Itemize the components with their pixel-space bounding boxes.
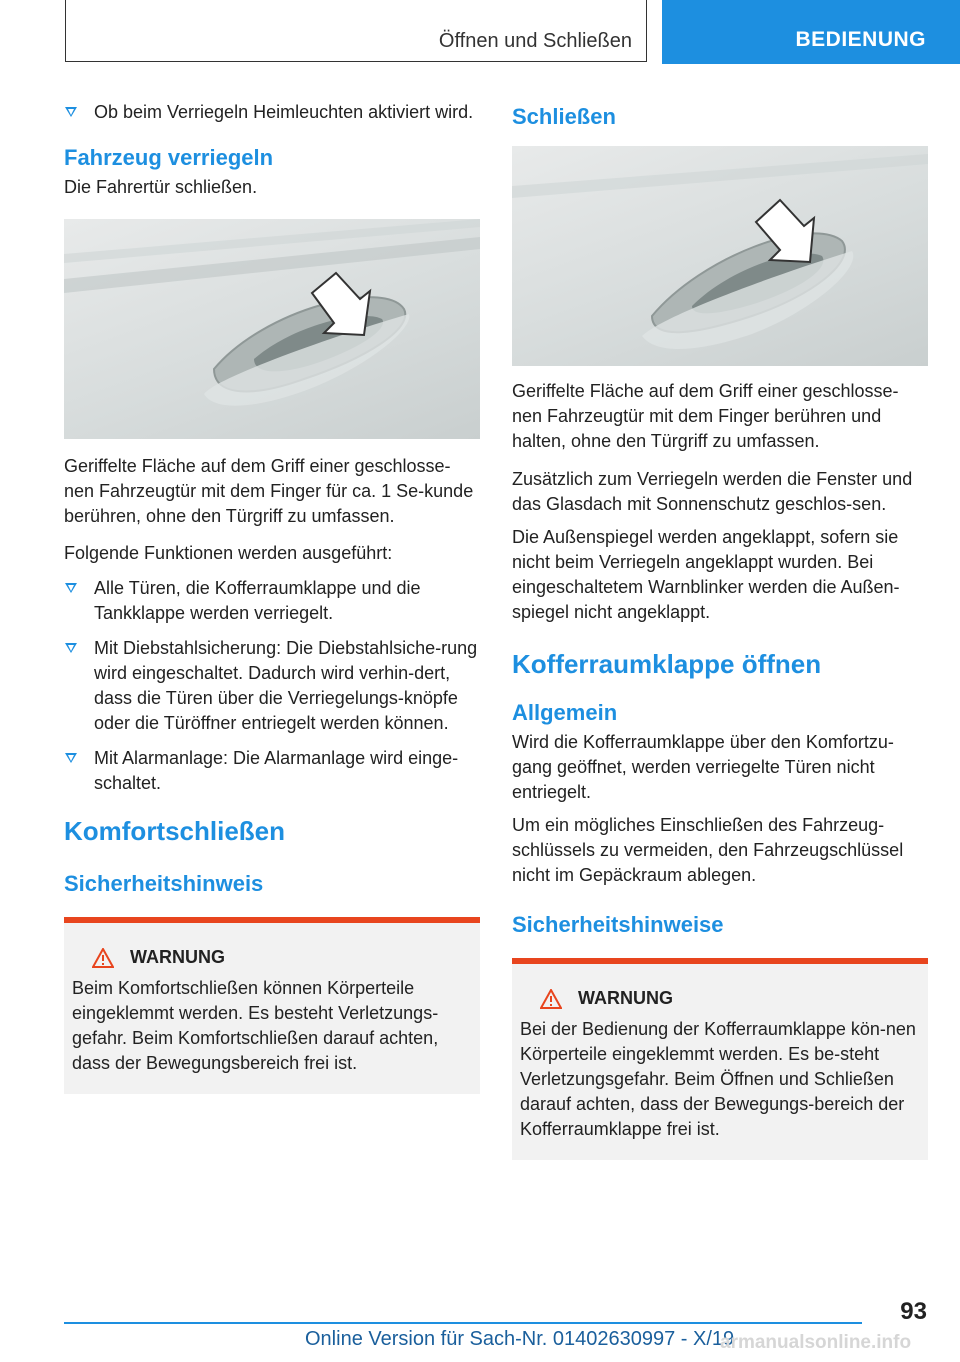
heading-sicherheitshinweis: Sicherheitshinweis: [64, 871, 264, 896]
left-column: [64, 100, 480, 1094]
intro-bullet-list: [64, 100, 480, 125]
chapter-tab: [662, 0, 960, 64]
paragraph-fahrertuer: Die Fahrertür schließen.: [64, 177, 258, 197]
page-number: 93: [900, 1298, 927, 1325]
warning-box: [512, 958, 928, 1160]
section-title: Öffnen und Schließen: [438, 30, 632, 52]
heading-kofferraumklappe-oeffnen: Kofferraumklappe öffnen: [512, 649, 822, 679]
online-version-text: Online Version für Sach-Nr. 01402630997 - X/19: [305, 1328, 735, 1350]
door-handle-illustration: [64, 219, 480, 439]
heading-allgemein: Allgemein: [512, 700, 618, 725]
heading-schliessen: Schließen: [512, 104, 616, 129]
watermark-text: armanualsonline.info: [720, 1332, 912, 1353]
paragraph-einschliessen: Um ein mögliches Einschließen des Fahrzeug-schlüssels zu vermeiden, den Fahrzeugschlüssel nicht im Gepäckraum ablegen.: [512, 815, 904, 885]
paragraph-griff: Geriffelte Fläche auf dem Griff einer geschlosse-nen Fahrzeugtür mit dem Finger für ca. 1 Se-kunde berühren, ohne den Türgriff zu umfassen.: [64, 456, 474, 526]
door-handle-photo: [64, 219, 480, 439]
heading-sicherheitshinweise: Sicherheitshinweise: [512, 912, 724, 937]
list-item-text: Alle Türen, die Kofferraumklappe und die Tankklappe werden verriegelt.: [94, 578, 421, 623]
list-item: [64, 100, 480, 125]
paragraph-komfortzugang: Wird die Kofferraumklappe über den Komfortzu-gang geöffnet, werden verriegelte Türen nicht entriegelt.: [512, 732, 894, 802]
warning-text: Beim Komfortschließen können Körperteile eingeklemmt werden. Es besteht Verletzungs-gefahr. Beim Komfortschließen darauf achten, dass der Bewegungsbereich frei ist.: [72, 978, 439, 1073]
triangle-bullet-icon: [65, 107, 77, 117]
list-item-text: Mit Diebstahlsicherung: Die Diebstahlsiche-rung wird eingeschaltet. Dadurch wird verhin-dert, dass die Türen über die Verriegelungs-knöpfe oder die Türöffner entriegelt werden können.: [94, 638, 478, 733]
heading-komfortschliessen: Komfortschließen: [64, 816, 286, 846]
chapter-title: BEDIENUNG: [795, 28, 926, 51]
warning-title: WARNUNG: [578, 988, 673, 1008]
warning-triangle-icon: [92, 948, 114, 968]
list-item: [64, 576, 480, 626]
header-section-box: [65, 0, 647, 62]
paragraph-fenster: Zusätzlich zum Verriegeln werden die Fenster und das Glasdach mit Sonnenschutz geschlos-sen.: [512, 469, 913, 514]
warning-title-row: [92, 947, 472, 968]
door-handle-illustration: [512, 146, 928, 366]
list-item: [64, 636, 480, 736]
functions-list: [64, 576, 480, 796]
list-item: [64, 746, 480, 796]
door-handle-photo: [512, 146, 928, 366]
warning-triangle-icon: [540, 989, 562, 1009]
triangle-bullet-icon: [65, 643, 77, 653]
heading-fahrzeug-verriegeln: Fahrzeug verriegeln: [64, 145, 274, 170]
list-item-text: Mit Alarmanlage: Die Alarmanlage wird einge-schaltet.: [94, 748, 459, 793]
list-item-text: Ob beim Verriegeln Heimleuchten aktiviert wird.: [94, 102, 474, 122]
paragraph-griff: Geriffelte Fläche auf dem Griff einer geschlosse-nen Fahrzeugtür mit dem Finger berühren und halten, ohne den Türgriff zu umfassen.: [512, 381, 899, 451]
warning-text: Bei der Bedienung der Kofferraumklappe kön-nen Körperteile eingeklemmt werden. Es be-steht Verletzungsgefahr. Beim Öffnen und Schließen darauf achten, dass der Bewegungs-bereich der Kofferraumklappe frei ist.: [520, 1019, 916, 1139]
warning-title: WARNUNG: [130, 947, 225, 967]
paragraph-spiegel: Die Außenspiegel werden angeklappt, sofern sie nicht beim Verriegeln angeklappt wurden. Bei eingeschaltetem Warnblinker werden die Außen-spiegel nicht angeklappt.: [512, 527, 900, 622]
triangle-bullet-icon: [65, 753, 77, 763]
warning-title-row: [540, 988, 920, 1009]
triangle-bullet-icon: [65, 583, 77, 593]
warning-box: [64, 917, 480, 1094]
footer-divider: [64, 1322, 862, 1324]
right-column: [512, 100, 928, 1160]
paragraph-funktionen: Folgende Funktionen werden ausgeführt:: [64, 543, 393, 563]
